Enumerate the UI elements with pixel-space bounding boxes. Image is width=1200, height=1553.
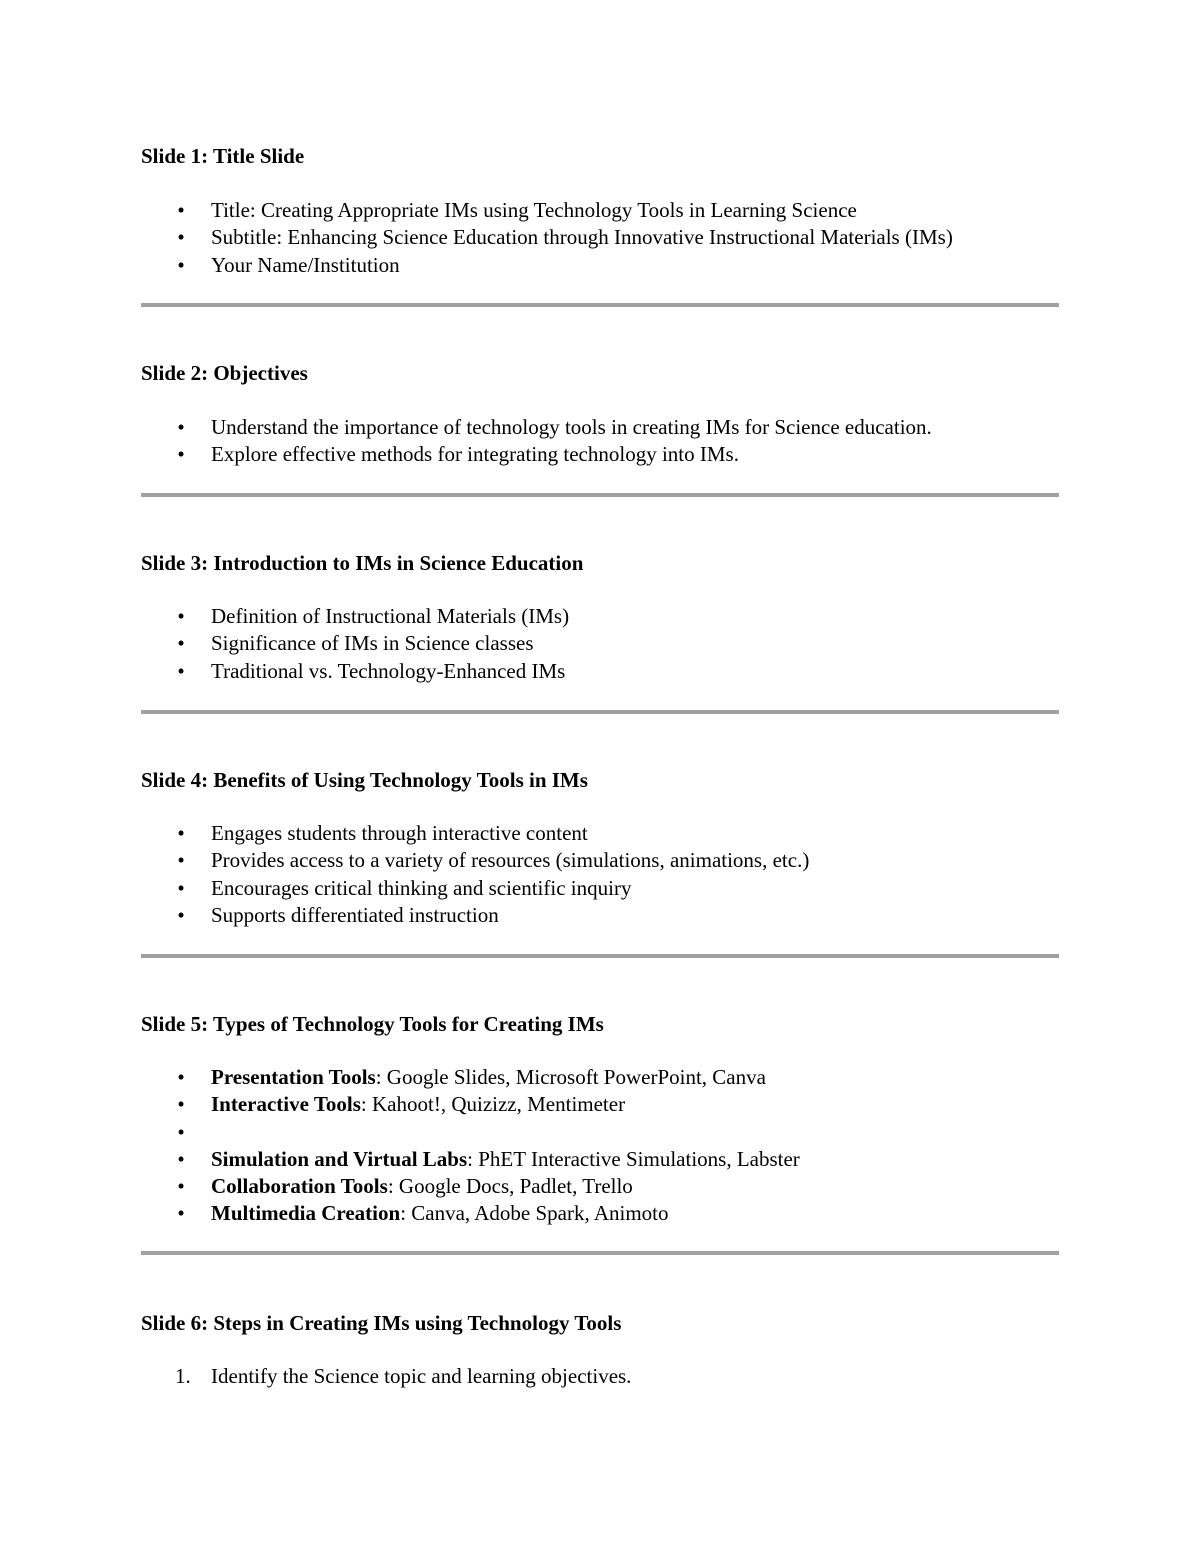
slide-2-heading: Slide 2: Objectives [141, 361, 308, 385]
list-item [141, 1119, 1059, 1146]
tool-category: Multimedia Creation [211, 1201, 401, 1226]
bullet-icon: • [177, 225, 185, 250]
bullet-icon: • [177, 1174, 185, 1199]
list-item [141, 847, 1059, 874]
list-item-text [211, 1173, 633, 1200]
list-item-number: 1. [175, 1364, 191, 1388]
bullet-icon: • [177, 848, 185, 873]
list-item [141, 197, 1059, 224]
list-item-text: Subtitle: Enhancing Science Education through Innovative Instructional Materials (IMs) [211, 225, 953, 250]
list-item [141, 603, 1059, 630]
tool-examples: : Google Docs, Padlet, Trello [387, 1174, 633, 1199]
slide-4-heading: Slide 4: Benefits of Using Technology Tools in IMs [141, 768, 588, 792]
list-item-text: Explore effective methods for integrating technology into IMs. [211, 442, 739, 467]
list-item-text [211, 1200, 669, 1227]
bullet-icon: • [177, 902, 185, 927]
tool-category: Simulation and Virtual Labs [211, 1146, 468, 1171]
list-item [141, 441, 1059, 468]
slide-6-heading: Slide 6: Steps in Creating IMs using Technology Tools [141, 1311, 622, 1335]
bullet-icon: • [177, 875, 185, 900]
document-page [141, 0, 1059, 1553]
slide-3-list [141, 603, 1059, 685]
bullet-icon: • [177, 658, 185, 683]
bullet-icon: • [177, 1092, 185, 1117]
bullet-icon: • [177, 1119, 185, 1144]
list-item-text: Significance of IMs in Science classes [211, 631, 534, 656]
slide-3-heading: Slide 3: Introduction to IMs in Science Education [141, 551, 584, 575]
bullet-icon: • [177, 631, 185, 656]
slide-1-list [141, 197, 1059, 279]
list-item-text [211, 1091, 625, 1118]
list-item [141, 630, 1059, 657]
tool-examples: : Canva, Adobe Spark, Animoto [400, 1201, 669, 1226]
slide-4-list [141, 820, 1059, 929]
slide-5-heading: Slide 5: Types of Technology Tools for Creating IMs [141, 1012, 604, 1036]
list-item [141, 1064, 1059, 1091]
slide-2-list [141, 414, 1059, 469]
list-item [141, 902, 1059, 929]
list-item-text [211, 1064, 766, 1091]
list-item-text: Engages students through interactive content [211, 821, 588, 845]
bullet-icon: • [177, 442, 185, 467]
list-item [141, 1091, 1059, 1118]
horizontal-divider [141, 303, 1059, 307]
list-item-text: Encourages critical thinking and scientific inquiry [211, 875, 632, 900]
slide-6-list [141, 1363, 1059, 1390]
list-item-text: Identify the Science topic and learning objectives. [211, 1364, 632, 1388]
bullet-icon: • [177, 252, 185, 277]
horizontal-divider [141, 493, 1059, 497]
bullet-icon: • [177, 198, 185, 222]
list-item [141, 658, 1059, 685]
list-item [141, 1200, 1059, 1227]
list-item [141, 820, 1059, 847]
list-item-text: Traditional vs. Technology-Enhanced IMs [211, 658, 566, 683]
list-item-text: Understand the importance of technology tools in creating IMs for Science education. [211, 415, 932, 439]
list-item-text: Provides access to a variety of resources (simulations, animations, etc.) [211, 848, 810, 873]
list-item-text: Title: Creating Appropriate IMs using Technology Tools in Learning Science [211, 198, 857, 222]
list-item-text: Supports differentiated instruction [211, 902, 499, 927]
bullet-icon: • [177, 1146, 185, 1171]
list-item-text: Your Name/Institution [211, 252, 400, 277]
tool-examples: : Google Slides, Microsoft PowerPoint, Canva [375, 1065, 766, 1089]
tool-examples: : PhET Interactive Simulations, Labster [467, 1146, 800, 1171]
list-item-text [211, 1146, 800, 1173]
list-item [141, 224, 1059, 251]
tool-category: Presentation Tools [211, 1065, 376, 1089]
tool-examples: : Kahoot!, Quizizz, Mentimeter [360, 1092, 626, 1117]
horizontal-divider [141, 1251, 1059, 1255]
tool-category: Interactive Tools [211, 1092, 361, 1117]
bullet-icon: • [177, 1065, 185, 1089]
list-item [141, 1173, 1059, 1200]
list-item [141, 252, 1059, 279]
bullet-icon: • [177, 821, 185, 845]
bullet-icon: • [177, 415, 185, 439]
bullet-icon: • [177, 604, 185, 628]
list-item [141, 875, 1059, 902]
list-item-text: Definition of Instructional Materials (IMs) [211, 604, 570, 628]
list-item [141, 414, 1059, 441]
tool-category: Collaboration Tools [211, 1174, 388, 1199]
slide-1-heading: Slide 1: Title Slide [141, 144, 305, 168]
bullet-icon: • [177, 1201, 185, 1226]
slide-5-list [141, 1064, 1059, 1228]
horizontal-divider [141, 710, 1059, 714]
horizontal-divider [141, 954, 1059, 958]
list-item [141, 1146, 1059, 1173]
list-item [141, 1363, 1059, 1390]
